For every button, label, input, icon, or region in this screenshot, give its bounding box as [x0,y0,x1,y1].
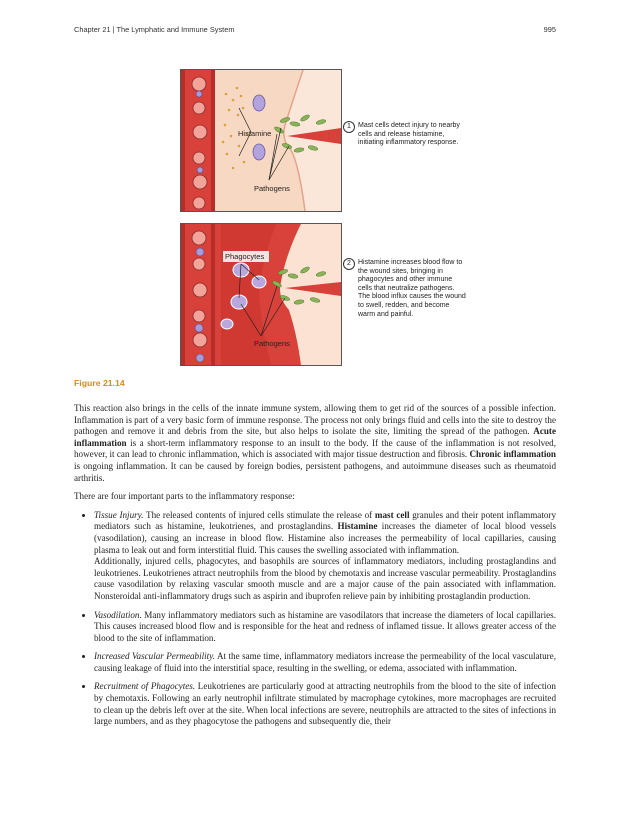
histamine-label: Histamine [238,129,272,138]
figure-panel-1 [180,69,342,212]
list-item-vasodilation [94,610,556,645]
pathogens-label-2: Pathogens [254,339,290,348]
body-text [74,403,556,735]
list-item-tissue-injury [94,510,556,603]
paragraph-intro-list: There are four important parts to the inflammatory response: [74,491,295,502]
mast-cell-illustration [181,70,341,211]
p1-text-a: This reaction also brings in the cells of the innate immune system, allowing them to get rid of the sources of a possible infection. Inflammation is part of a very basic form of immune response. The process not only brings fluid and cells into the site to destroy the pathogen and remove it and debris from the site, but also helps to isolate the site, limiting the spread of the pathogen. [74,403,556,437]
step-number-2: 2 [343,258,355,270]
b1-text-b: granules and their potent inflammatory mediators such as histamine, leukotrienes, and prostaglandins. [94,509,556,532]
p1-text-b: is a short-term inflammatory response to an insult to the body. If the cause of the inflammation is not resolved, however, it can lead to chronic inflammation, which is associated with major tissue destruction and fibrosis. [74,437,556,460]
inflammatory-response-list [74,510,556,728]
b2-title: Vasodilation. [94,609,142,620]
b3-title: Increased Vascular Permeability. [94,651,215,662]
figure-panel-2 [180,223,342,366]
step-number-1: 1 [343,121,355,133]
b4-title: Recruitment of Phagocytes. [94,681,196,692]
list-item-vascular-permeability [94,651,556,674]
chapter-title: Chapter 21 | The Lymphatic and Immune System [74,25,235,34]
p1-text-c: is ongoing inflammation. It can be caused by foreign bodies, persistent pathogens, and autoimmune diseases such as rheumatoid arthritis. [74,460,556,483]
page-header [74,25,556,37]
term-mast-cell: mast cell [374,509,410,520]
term-acute-inflammation: Acute inflammation [74,426,556,448]
b2-text: Many inflammatory mediators such as histamine are vasodilators that increase the diameters of local capillaries. This causes increased blood flow and is responsible for the heat and redness of inflamed tissue. It allows greater access of the blood to the site of inflammation. [94,609,556,643]
term-chronic-inflammation: Chronic inflammation [469,449,556,460]
b1-title: Tissue Injury. [94,509,144,520]
step-1-caption: Mast cells detect injury to nearby cells and release histamine, initiating inflammatory response. [358,122,460,147]
phagocytes-label: Phagocytes [225,252,265,261]
phagocyte-illustration [181,224,341,365]
b1-paragraph-2: Additionally, injured cells, phagocytes, and basophils are sources of inflammatory mediators, including prostaglandins and leukotrienes. Leukotrienes attract neutrophils from the blood by chemotaxis and increase vascular permeability. Prostaglandins cause vasodilation by relaxing vascular smooth muscle and are a major cause of the pain associated with inflammation. Nonsteroidal anti-inflammatory drugs such as aspirin and ibuprofen relieve pain by inhibiting prostaglandin production. [94,556,556,601]
b1-text-c: increases the diameter of local blood vessels (vasodilation), causing an increase in blood flow. Histamine also increases the permeability of local capillaries, causing plasma to leak out and form interstitial fluid. This causes the swelling associated with inflammation. [94,521,556,555]
b3-text: At the same time, inflammatory mediators increase the permeability of the local vasculature, causing leakage of fluid into the interstitial space, resulting in the swelling, or edema, associated with inflammation. [94,651,556,673]
figure-caption: Figure 21.14 [74,378,125,388]
list-item-recruitment-phagocytes [94,681,556,727]
page-number: 995 [543,25,556,34]
paragraph-inflammation [74,403,556,484]
b1-text-a: The released contents of injured cells stimulate the release of [143,509,375,520]
pathogens-label-1: Pathogens [254,184,290,193]
step-2-caption: Histamine increases blood flow to the wound sites, bringing in phagocytes and other immune cells that neutralize pathogens. The blood influx causes the wound to swell, redden, and become warm and painful. [358,259,466,318]
b4-text: Leukotrienes are particularly good at attracting neutrophils from the blood to the site of infection by chemotaxis. Following an early neutrophil infiltrate stimulated by macrophage cytokines, more macrophages are recruited to clean up the debris left over at the site. When local infections are severe, neutrophils are attracted to the sites of infections in large numbers, and as they phagocytose the pathogens and subsequently die, their [94,681,556,727]
term-histamine: Histamine [337,521,378,532]
